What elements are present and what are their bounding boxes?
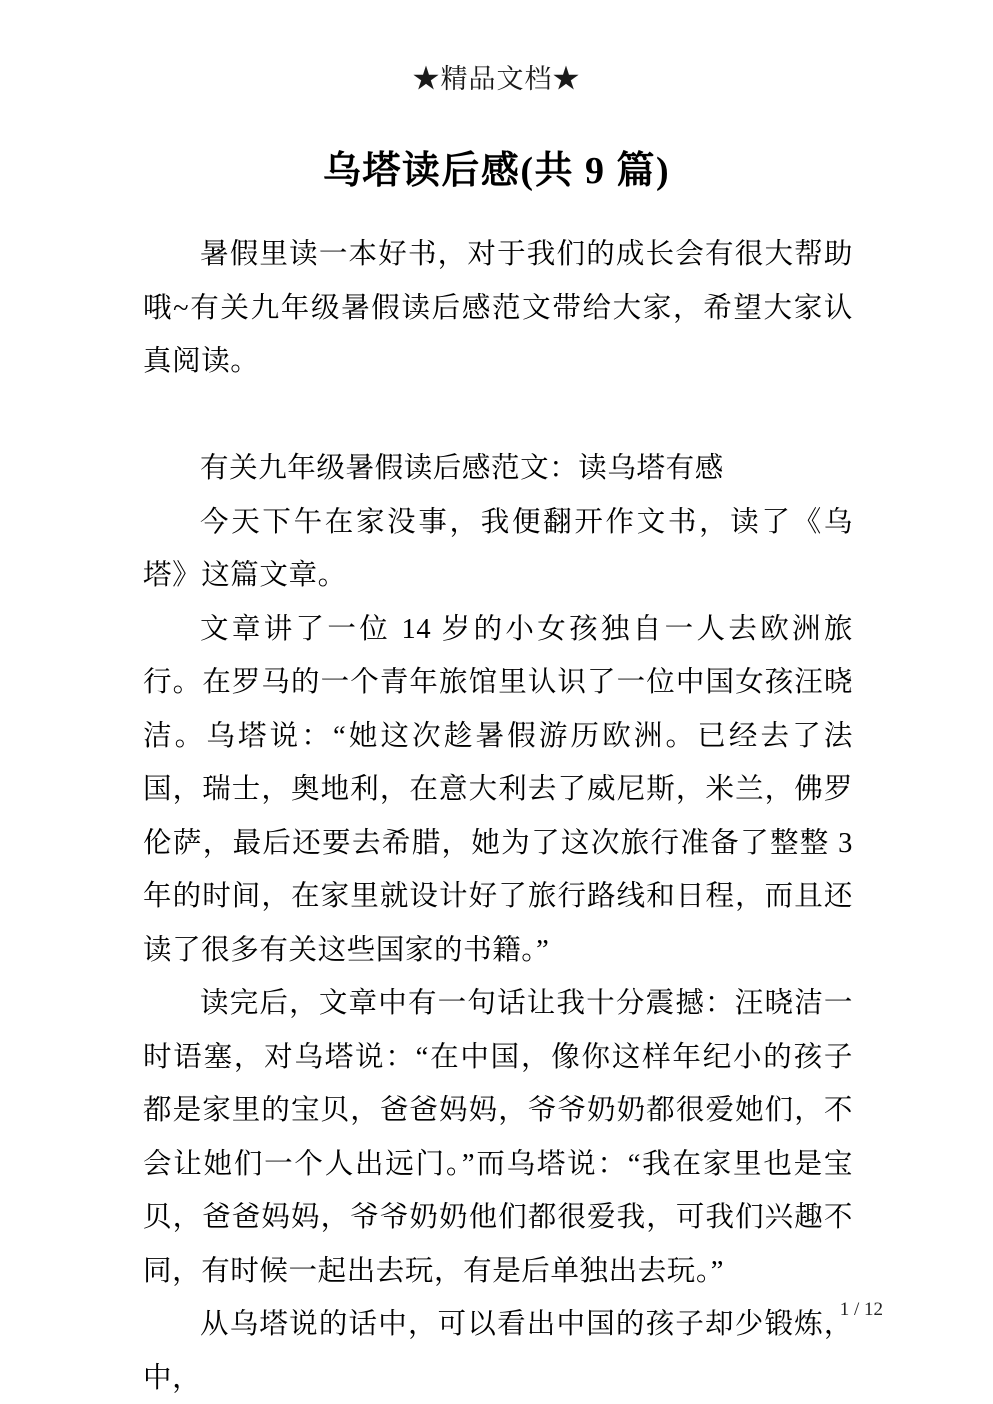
paragraph-article-summary: 文章讲了一位 14 岁的小女孩独自一人去欧洲旅行。在罗马的一个青年旅馆里认识了一位中国女孩汪晓洁。乌塔说：“她这次趁暑假游历欧洲。已经去了法国，瑞士，奥地利，在意大利去了威尼斯，米兰，佛罗伦萨，最后还要去希腊，她为了这次旅行准备了整整 3 年的时间，在家里就设计好了旅行路线和日程，而且还读了很多有关这些国家的书籍。” [143,613,853,966]
document-watermark-header: ★精品文档★ [412,64,581,94]
paragraph-reaction: 读完后，文章中有一句话让我十分震撼：汪晓洁一时语塞，对乌塔说：“在中国，像你这样年纪小的孩子都是家里的宝贝，爸爸妈妈，爷爷奶奶都很爱她们，不会让她们一个人出远门。”而乌塔说：“我在家里也是宝贝，爸爸妈妈，爷爷奶奶他们都很爱我，可我们兴趣不同，有时候一起出去玩，有是后单独出去玩。” [143,988,853,1287]
page-number-footer: 1 / 12 [839,1299,883,1320]
paragraph-intro: 暑假里读一本好书，对于我们的成长会有很大帮助哦~有关九年级暑假读后感范文带给大家，希望大家认真阅读。 [143,239,853,377]
paragraph-section-heading: 有关九年级暑假读后感范文：读乌塔有感 [200,453,724,484]
paragraph-spacer [143,389,853,443]
page-title: 乌塔读后感(共 9 篇) [322,150,671,193]
document-body [143,228,853,1404]
paragraph-conclusion: 从乌塔说的话中，可以看出中国的孩子却少锻炼，中， [143,1309,853,1394]
paragraph-opening: 今天下午在家没事，我便翻开作文书，读了《乌塔》这篇文章。 [143,506,853,591]
